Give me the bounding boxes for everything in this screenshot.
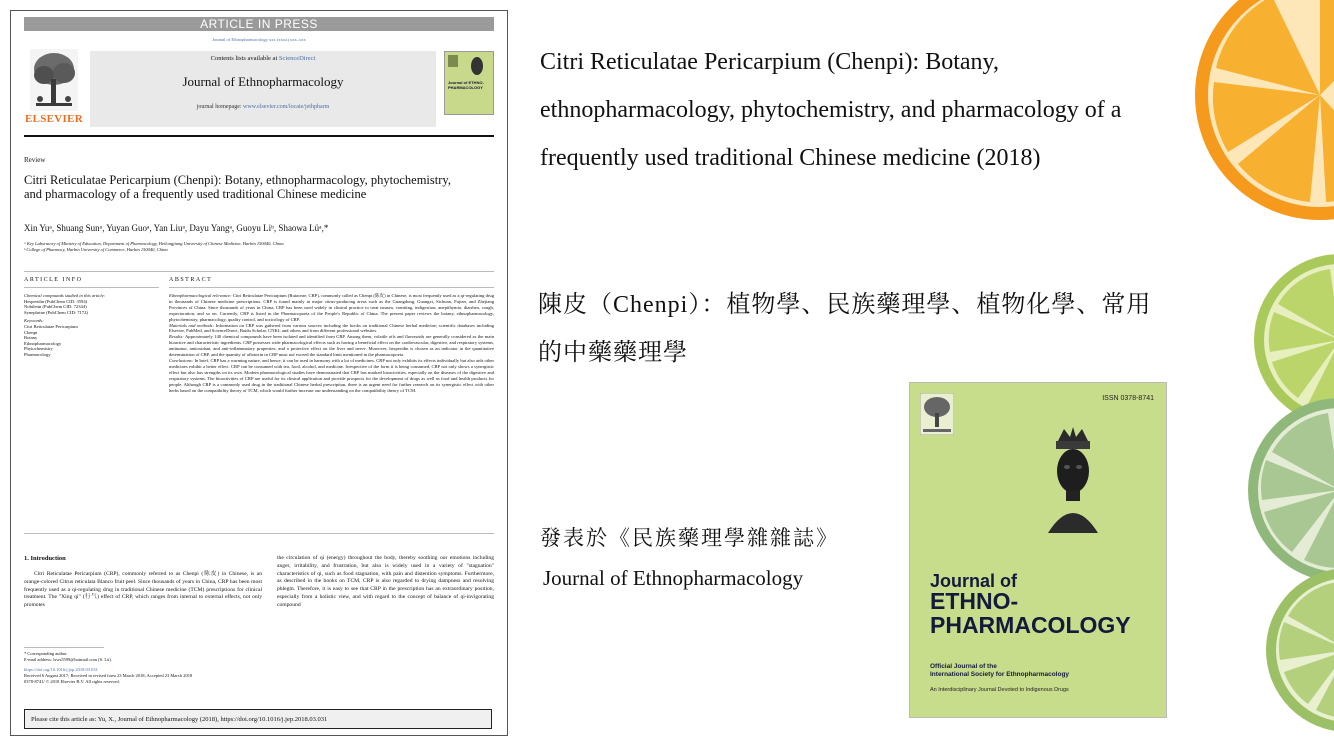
journal-homepage: journal homepage: www.elsevier.com/locate/jethpharm <box>196 104 330 110</box>
divider <box>24 533 494 534</box>
abstract-results: Approximately 140 chemical compounds have been isolated and identified from CRP. Among them, volatile oils and flavonoids are generally considered as the main bioactive and characteristic ingredients. CRP possesses wide pharmacological effects such as having a beneficial effect on the cardiovascular, digestive, and respiratory systems, antitumor, antioxidant, and anti-inflammatory properties; and a protective effect on the liver and nerve. Moreover, hesperidin is chosen as an indicator in the quantitative determination of CRP, and the quantity of aflatoxin in CRP must not exceed the standard limit mentioned in the pharmacopoeia. <box>169 334 494 358</box>
footnote-rule <box>24 647 104 648</box>
keyword-item: Chenpi <box>24 329 38 335</box>
footnotes <box>24 651 264 685</box>
cover-thumb-title: Journal of ETHNO-PHARMACOLOGY <box>448 80 484 90</box>
contents-available: Contents lists available at ScienceDirect <box>210 55 316 62</box>
elsevier-wordmark: ELSEVIER <box>24 113 84 125</box>
cover-subtitle-line1: Official Journal of the <box>930 663 997 670</box>
article-info-heading: ARTICLE INFO <box>24 277 83 283</box>
compound-item: Synephrine (PubChem CID: 7172) <box>24 309 88 315</box>
received-dates: Received 6 August 2017; Received in revised form 23 March 2018; Accepted 23 March 2018 <box>24 673 193 678</box>
lime-slice-bottom-icon <box>1266 568 1334 732</box>
doi-link[interactable]: https://doi.org/10.1016/j.jep.2018.03.031 <box>24 667 98 672</box>
article-in-press-banner: ARTICLE IN PRESS <box>24 17 494 31</box>
journal-homepage-link[interactable]: www.elsevier.com/locate/jethpharm <box>243 104 330 110</box>
cover-issn: ISSN 0378-8741 <box>1102 395 1154 402</box>
affiliations <box>24 241 494 253</box>
abstract-relevance-label: Ethnopharmacological relevance: <box>169 293 232 298</box>
orange-slice-icon <box>1195 0 1334 220</box>
english-title: Citri Reticulatae Pericarpium (Chenpi): Botany, ethnopharmacology, phytochemistry, and pharmacology of a frequently used traditional Chinese medicine (2018) <box>540 49 1122 171</box>
abstract-methods-label: Materials and methods: <box>169 322 214 328</box>
green-citrus-slice-icon <box>1248 398 1334 582</box>
keyword-item: Phytochemistry <box>24 346 53 352</box>
article-first-page <box>10 10 508 736</box>
elsevier-cover-logo-icon <box>920 393 954 435</box>
corresponding-author: * Corresponding author. <box>24 651 68 656</box>
affiliation-b: ᵇ College of Pharmacy, Harbin University of Commerce, Harbin 150040, China <box>24 247 168 252</box>
abstract-body <box>169 293 494 393</box>
journal-reference: Journal of Ethnopharmacology xxx (xxxx) xxx–xxx <box>212 37 306 42</box>
cover-tagline: An Interdisciplinary Journal Devoted to Indigenous Drugs <box>930 687 1069 693</box>
copyright: 0378-8741/ © 2018 Elsevier B.V. All rights reserved. <box>24 679 120 684</box>
compound-item: Hesperidin (PubChem CID: 3594) <box>24 298 88 304</box>
keyword-item: Pharmacology <box>24 351 51 357</box>
divider <box>24 271 494 272</box>
cover-title-line1: Journal of <box>930 571 1018 591</box>
keywords-label: Keywords: <box>24 318 44 324</box>
cover-title-pharmacology: PHARMACOLOGY <box>930 612 1131 638</box>
paper-title: Citri Reticulatae Pericarpium (Chenpi): Botany, ethnopharmacology, phytochemistry, and pharmacology of a frequently used traditional Chinese medicine <box>24 173 451 201</box>
compound-item: Nobiletin (PubChem CID: 72344) <box>24 304 87 310</box>
introduction-column-1: Citri Reticulatae Pericarpium (CRP), commonly referred to as Chenpi (陈皮) in Chinese, is an orange-colored Citrus reticulata Blanco fruit peel. Since thousands of years in China, CRP has been most frequently used as a qi-regulating drug in traditional Chinese medicine (TCM) prescriptions for clinical treatment. The "Xing qi" (行气) effect of CRP, which ranges from internal to external effects, not only promotes <box>24 571 262 609</box>
journal-cover-thumbnail <box>444 51 494 115</box>
masthead-rule <box>24 135 494 137</box>
journal-cover <box>909 382 1167 718</box>
journal-masthead <box>24 45 494 133</box>
cover-subtitle-line2: International Society for Ethnopharmacology <box>930 671 1070 678</box>
affiliation-a: ᵃ Key Laboratory of Ministry of Education, Department of Pharmacology, Heilongjiang University of Chinese Medicine, Harbin 150040, China <box>24 241 284 246</box>
cover-title-ethno: ETHNO- <box>930 588 1019 614</box>
abstract-results-label: Results: <box>169 334 184 340</box>
keyword-item: Ethnopharmacology <box>24 340 62 346</box>
sciencedirect-link[interactable]: ScienceDirect <box>278 55 316 62</box>
abstract-methods: Information on CRP was gathered from various sources including the books on traditional Chinese herbal medicine; scientific databases including Elsevier, PubMed, and ScienceDirect, Baidu Scholar, CNKI; and others and from different professional websites. <box>169 322 494 334</box>
masthead-center <box>90 51 436 127</box>
published-in-english: Journal of Ethnopharmacology <box>543 566 804 590</box>
keyword-item: Botany <box>24 335 38 341</box>
keyword-item: Citri Reticulatae Pericarpium <box>24 323 78 329</box>
email-address: E-mail address: lsws5599@hotmail.com (S. Lü). <box>24 657 113 662</box>
citation-box: Please cite this article as: Yu, X., Journal of Ethnopharmacology (2018), https://doi.org/10.1016/j.jep.2018.03.031 <box>24 709 492 729</box>
journal-name: Journal of Ethnopharmacology <box>182 74 344 89</box>
published-in-chinese: 發表於《民族藥理學雜雜誌》 <box>540 526 839 550</box>
abstract-relevance: Citri Reticulatae Pericarpium (Rutaceae, CRP), commonly called as Chenpi (陈皮) in Chinese, is most frequently used as a qi-regulating drug in thousands of Chinese medicine prescriptions. CRP is found mainly in major citrus-producing areas such as the Guangdong, Guangxi, Sichuan, Fujian, and Zhejiang Provinces of China. Since thousands of years in China, CRP has been used widely in clinical practice to treat nausea, vomiting, indigestion, anepithymia, diarrhea, cough, expectoration, and so on. Currently, CRP is listed in the Pharmacopoeia of the People's Republic of China. The present paper reviews the botany, ethnopharmacology, phytochemistry, pharmacology, quality control, and toxicology of CRP. <box>169 293 494 322</box>
divider <box>24 287 159 288</box>
statue-bust-icon <box>1038 423 1108 543</box>
cover-title-line2 <box>930 589 1131 637</box>
abstract-heading: ABSTRACT <box>169 277 213 283</box>
chinese-title: 陳皮（Chenpi）：植物學、民族藥理學、植物化學、常用的中藥藥理學 <box>538 292 1152 366</box>
abstract-conclusions-label: Conclusions: <box>169 357 194 363</box>
article-section: Review <box>24 156 46 164</box>
divider <box>169 287 494 288</box>
compounds-label: Chemical compounds studied in this article: <box>24 293 106 298</box>
elsevier-logo <box>24 49 84 129</box>
introduction-heading: 1. Introduction <box>24 555 66 562</box>
citrus-slices-decoration <box>1180 0 1334 750</box>
elsevier-tree-icon <box>30 49 78 111</box>
author-list: Xin Yuᵃ, Shuang Sunᵃ, Yuyan Guoᵃ, Yan Liuᵃ, Dayu Yangᵃ, Guoyu Liᵇ, Shaowa Lüᵃ,* <box>24 223 329 233</box>
introduction-column-2: the circulation of qi (energy) throughout the body, thereby soothing our emotions including anger, irritability, and frustration, but also is widely used in a variety of "stagnation" characteristics of qi, such as food stagnation, with pain and distention symptoms. Furthermore, as described in the books on TCM, CRP is also regarded to drying dampness and resolving phlegm. Therefore, it is easy to see that CRP in the prescription has an extraordinary position, especially from a holistic view, and with regard to the concept of balance of qi-invigorating compound <box>277 555 494 608</box>
article-info <box>24 293 159 358</box>
abstract-conclusions: In brief, CRP has a warming nature, and hence, it can be used in harmony with a lot of medicines. CRP not only exhibits its effects individually but also aids other medicines exhibit a better effect. CRP can be consumed with tea, food, alcohol, and medicine. Irrespective of the form it is being consumed, CRP not only shows a synergistic effect but also has strengths on its own. Modern pharmacological studies have demonstrated that CRP has marked bioactivities, especially on the diseases of the digestive and respiratory systems. The bioactivities of CRP are useful for its clinical application and provide prospects for the development of drugs as well as food and health products for people. Although CRP is a commonly used drug in the traditional Chinese herbal prescription, there is an urgent need for further research on its synergistic effect with other herbs based on the compatibility theory of TCM, which would further increase our understanding on the compatibility theory of TCM. <box>169 357 494 393</box>
cover-subtitle <box>930 663 1069 679</box>
